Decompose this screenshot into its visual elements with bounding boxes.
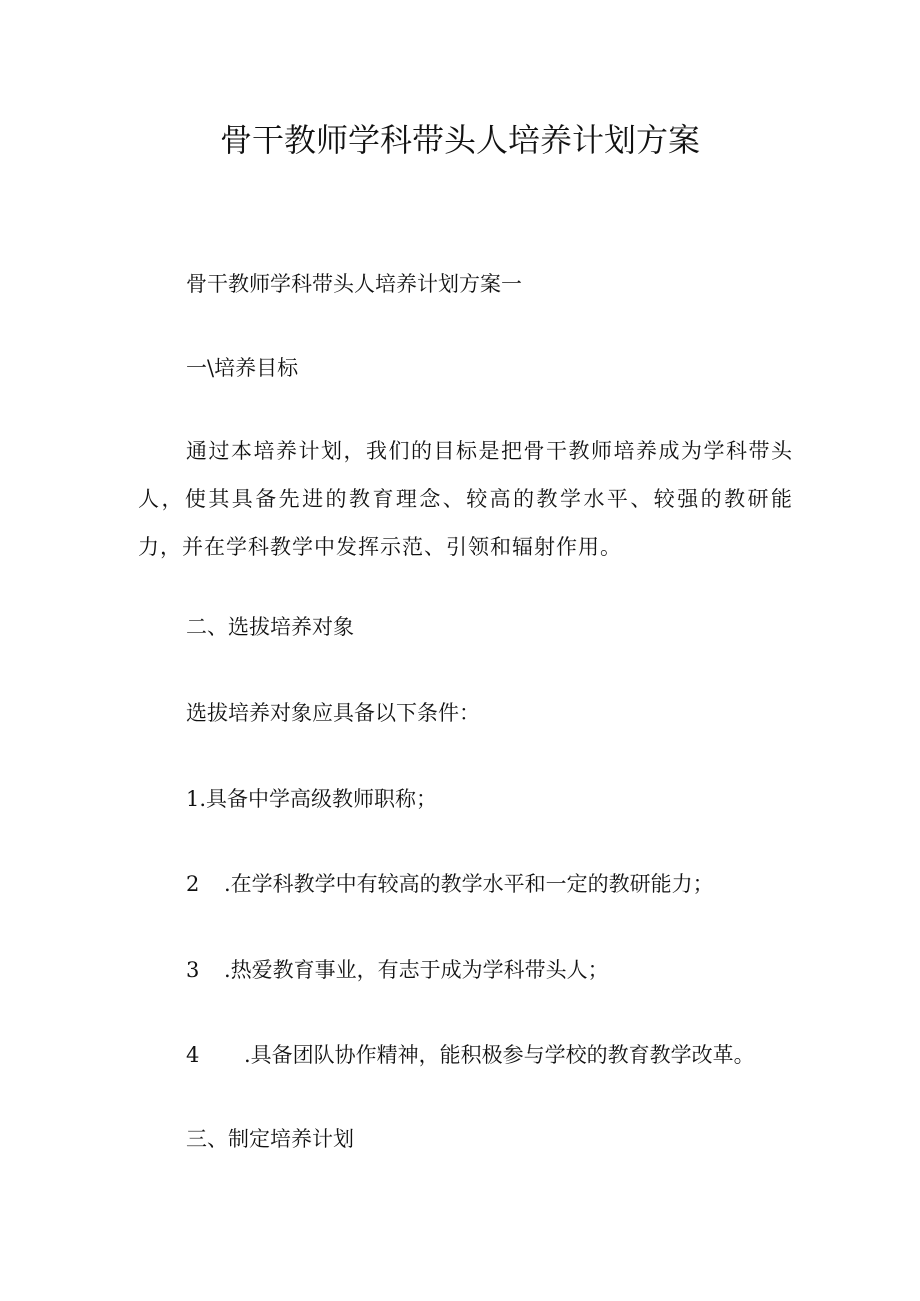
- condition-item-1: [186, 782, 437, 816]
- section-3-heading: 三、制定培养计划: [186, 1127, 354, 1151]
- condition-number: 2: [186, 872, 200, 896]
- section-2-intro: 选拔培养对象应具备以下条件：: [186, 701, 480, 725]
- condition-number: 3: [186, 958, 200, 982]
- condition-item-3: [186, 953, 609, 987]
- condition-text: .热爱教育事业，有志于成为学科带头人；: [224, 958, 609, 982]
- condition-item-4: [186, 1038, 755, 1072]
- condition-number: 4: [186, 1043, 200, 1067]
- plan-subtitle: 骨干教师学科带头人培养计划方案一: [186, 272, 522, 296]
- condition-item-2: [186, 867, 714, 901]
- section-2-heading: 二、选拔培养对象: [186, 615, 354, 639]
- condition-number: 1.: [186, 787, 207, 811]
- section-1-body: 通过本培养计划，我们的目标是把骨干教师培养成为学科带头人，使其具备先进的教育理念、较高的教学水平、较强的教研能力，并在学科教学中发挥示范、引领和辐射作用。: [138, 439, 793, 559]
- condition-text: .具备团队协作精神，能积极参与学校的教育教学改革。: [244, 1043, 755, 1067]
- condition-text: 具备中学高级教师职称；: [206, 787, 438, 811]
- condition-text: .在学科教学中有较高的教学水平和一定的教研能力；: [224, 872, 714, 896]
- section-1-heading: 一\培养目标: [186, 356, 299, 380]
- document-title: 骨干教师学科带头人培养计划方案: [219, 121, 700, 159]
